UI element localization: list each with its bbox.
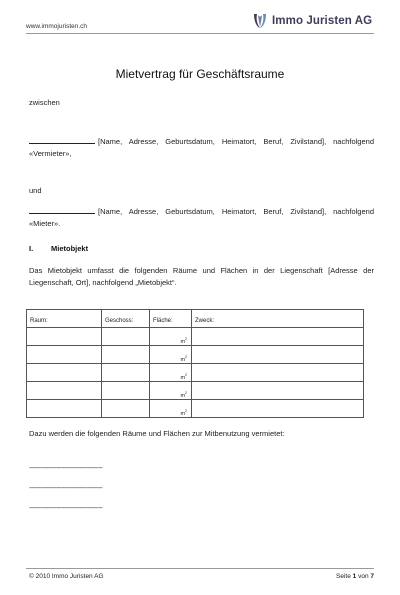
cell-geschoss[interactable] (102, 346, 150, 364)
unit-m: m (180, 393, 186, 399)
cell-raum[interactable] (27, 382, 102, 400)
fill-in-line-3[interactable]: ---------------------------------------- (29, 505, 103, 512)
unit-exp: 2 (185, 391, 187, 396)
unit-exp: 2 (185, 409, 187, 414)
cell-flaeche[interactable] (150, 382, 192, 400)
cell-zweck[interactable] (192, 400, 364, 418)
fill-in-line-1[interactable]: ---------------------------------------- (29, 465, 103, 472)
header-raum: Raum: (27, 310, 102, 328)
header-flaeche: Fläche: (150, 310, 192, 328)
header-geschoss: Geschoss: (102, 310, 150, 328)
footer-divider (26, 568, 374, 569)
cell-zweck[interactable] (192, 328, 364, 346)
party1-paragraph (29, 136, 374, 160)
page-current: 1 (352, 573, 357, 580)
table-row (27, 400, 364, 418)
zwischen-text: zwischen (29, 98, 60, 107)
header-zweck: Zweck: (192, 310, 364, 328)
section-title: Mietobjekt (51, 244, 89, 253)
mitbenutzung-paragraph: Dazu werden die folgenden Räume und Flächen zur Mitbenutzung vermietet: (29, 429, 285, 438)
page-prefix: Seite (336, 573, 351, 580)
table-row (27, 346, 364, 364)
party2-text: [Name, Adresse, Geburtsdatum, Heimatort, Beruf, Zivilstand], nachfolgend «Mieter». (29, 207, 374, 228)
logo (251, 12, 372, 30)
table-header-row (27, 310, 364, 328)
header-url[interactable]: www.immojuristen.ch (26, 23, 88, 30)
cell-geschoss[interactable] (102, 382, 150, 400)
party1-blank-line[interactable] (29, 136, 95, 144)
immo-juristen-logo-icon (251, 12, 269, 30)
cell-flaeche[interactable] (150, 328, 192, 346)
table-row (27, 382, 364, 400)
cell-flaeche[interactable] (150, 364, 192, 382)
unit-m: m (180, 339, 186, 345)
footer-copyright: © 2010 Immo Juristen AG (29, 573, 104, 580)
table-row (27, 364, 364, 382)
party1-text: [Name, Adresse, Geburtsdatum, Heimatort, Beruf, Zivilstand], nachfolgend «Vermieter», (29, 137, 374, 158)
cell-raum[interactable] (27, 346, 102, 364)
table-row (27, 328, 364, 346)
unit-m: m (180, 357, 186, 363)
cell-zweck[interactable] (192, 382, 364, 400)
unit-exp: 2 (185, 373, 187, 378)
header-divider (26, 33, 374, 34)
section-heading (29, 244, 88, 253)
cell-raum[interactable] (27, 364, 102, 382)
mietobjekt-paragraph: Das Mietobjekt umfasst die folgenden Räume und Flächen in der Liegenschaft [Adresse der Liegenschaft, Ort], nachfolgend „Mietobjekt“. (29, 266, 374, 287)
unit-exp: 2 (185, 355, 187, 360)
page-sep: von (358, 573, 369, 580)
logo-text: Immo Juristen AG (272, 15, 373, 27)
party2-paragraph (29, 206, 374, 230)
cell-geschoss[interactable] (102, 400, 150, 418)
page-indicator (336, 573, 374, 580)
cell-geschoss[interactable] (102, 328, 150, 346)
cell-raum[interactable] (27, 400, 102, 418)
section-number: I. (29, 244, 34, 253)
unit-m: m (180, 375, 186, 381)
party2-blank-line[interactable] (29, 206, 95, 214)
und-text: und (29, 186, 42, 195)
document-title: Mietvertrag für Geschäftsraume (115, 67, 285, 81)
cell-flaeche[interactable] (150, 400, 192, 418)
fill-in-line-2[interactable]: ---------------------------------------- (29, 485, 103, 492)
cell-zweck[interactable] (192, 346, 364, 364)
page-total: 7 (370, 573, 374, 580)
cell-flaeche[interactable] (150, 346, 192, 364)
unit-exp: 2 (185, 337, 187, 342)
mietobjekt-table (26, 309, 364, 418)
unit-m: m (180, 411, 186, 417)
cell-raum[interactable] (27, 328, 102, 346)
cell-zweck[interactable] (192, 364, 364, 382)
cell-geschoss[interactable] (102, 364, 150, 382)
